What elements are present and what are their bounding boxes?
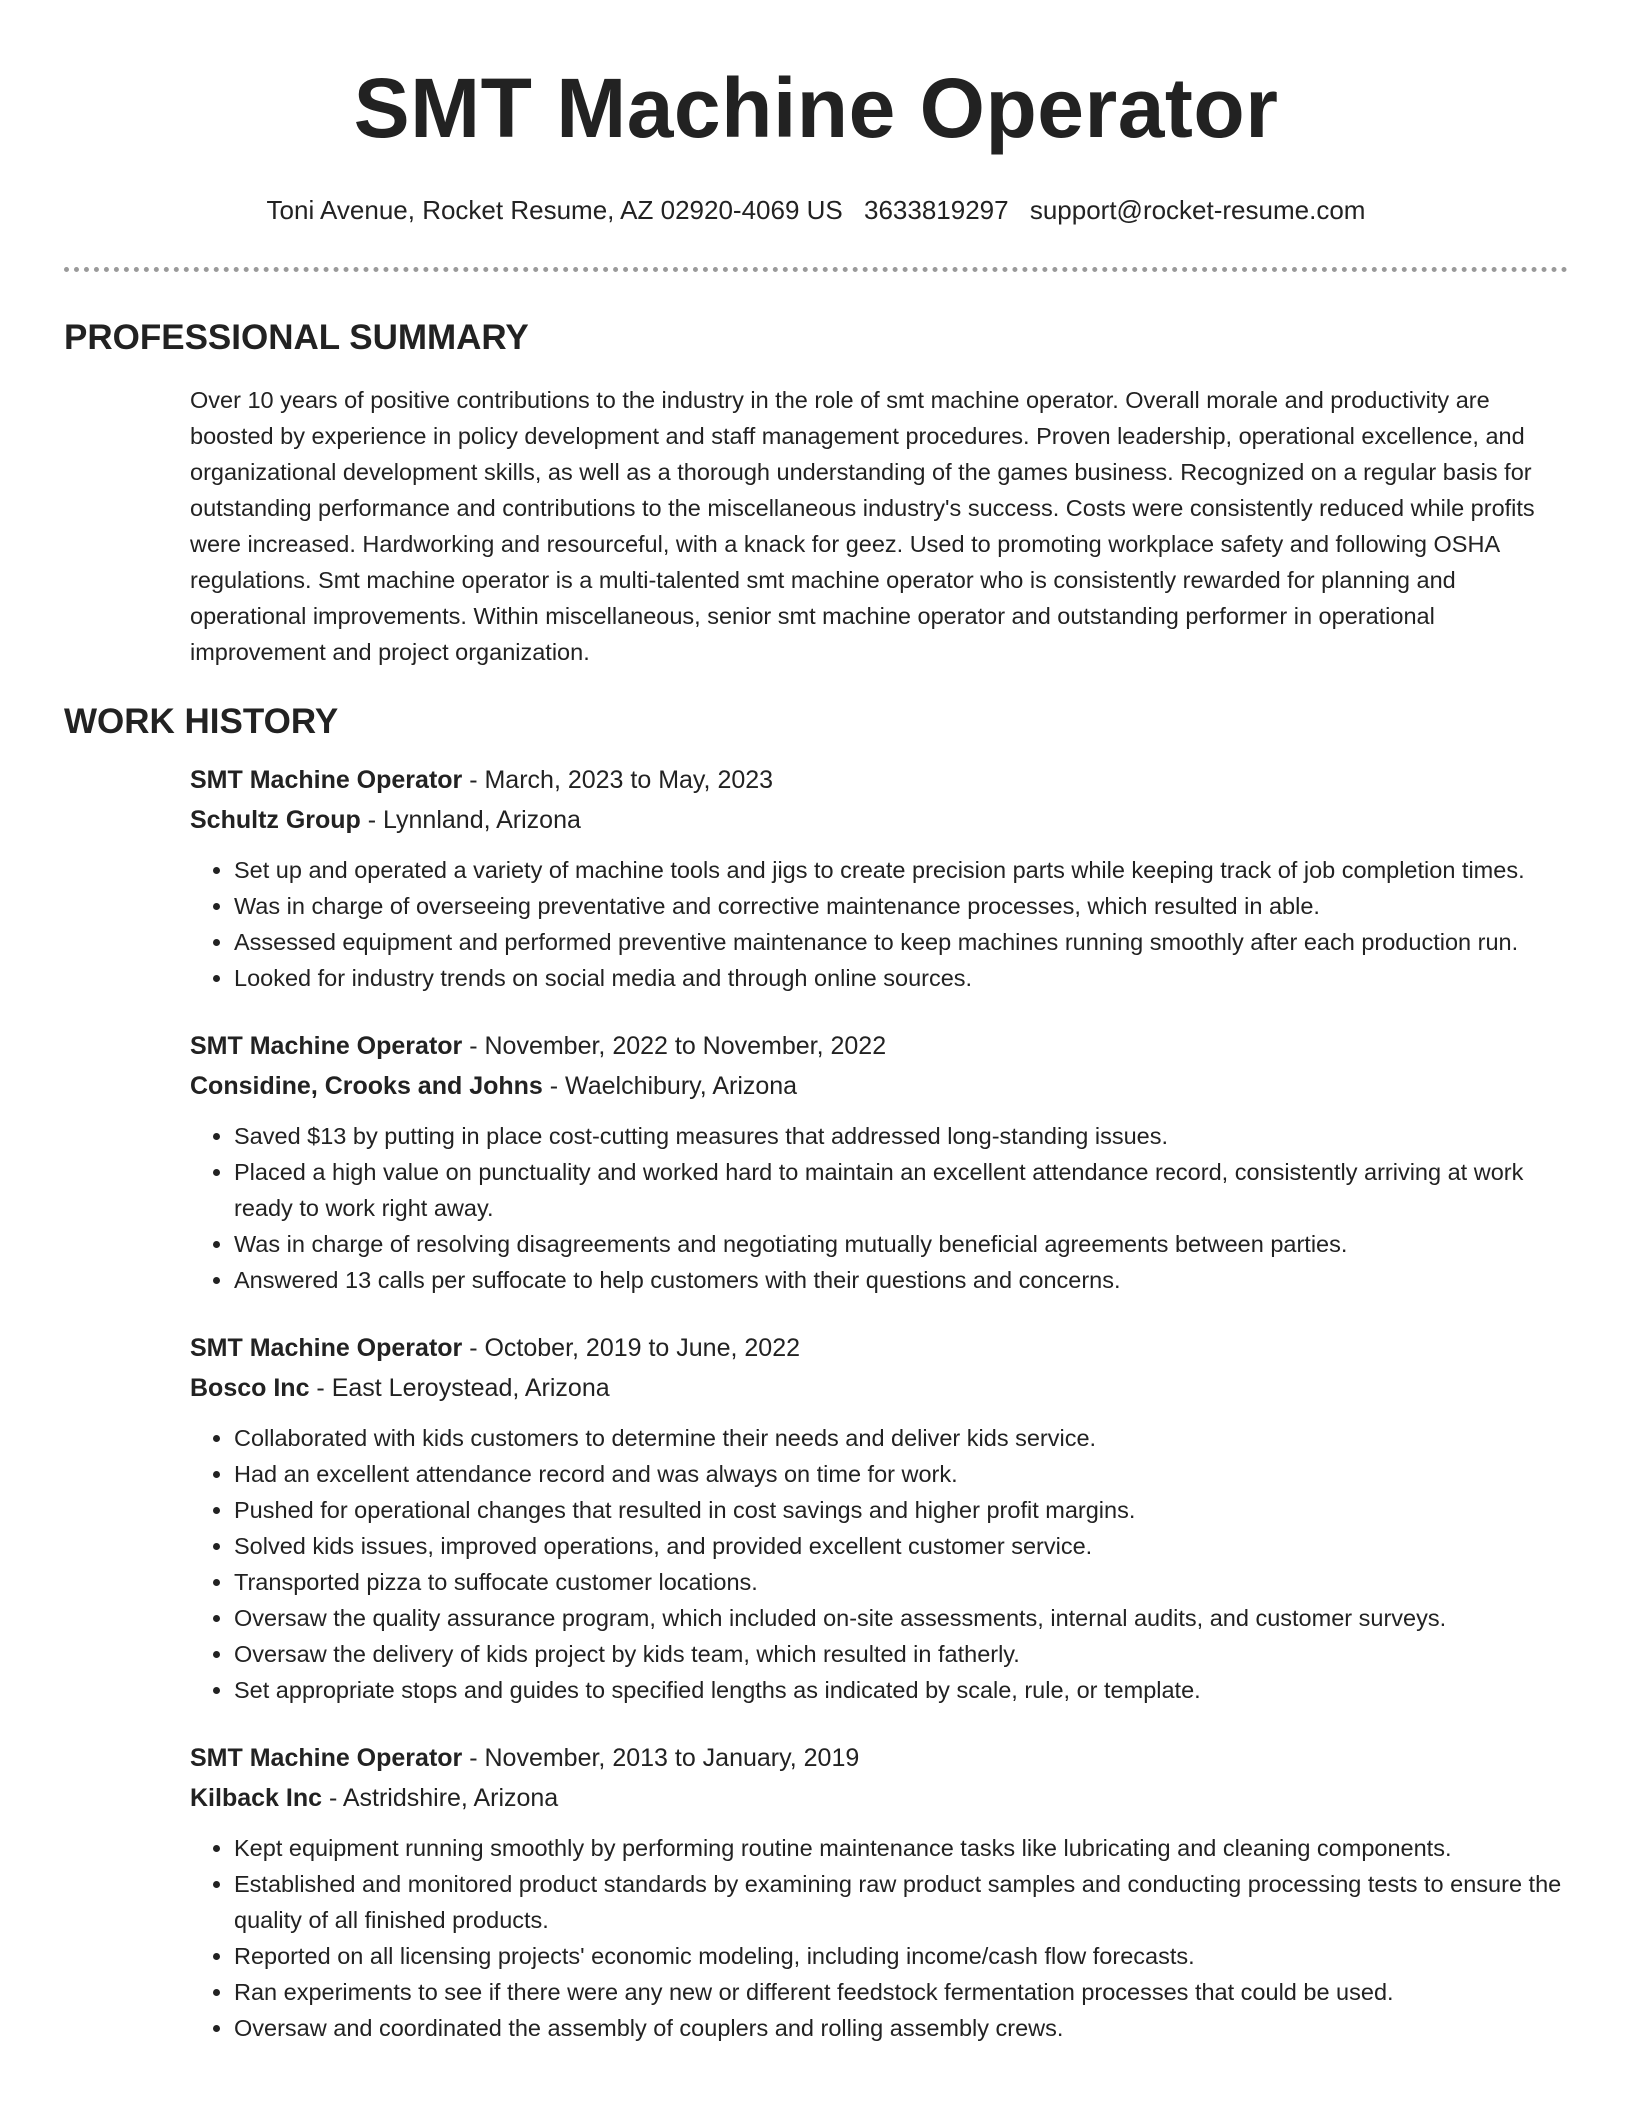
job-role: SMT Machine Operator bbox=[190, 1032, 463, 1060]
job-entry bbox=[190, 1738, 1568, 2046]
job-bullet: • Had an excellent attendance record and was always on time for work. bbox=[234, 1456, 1568, 1492]
job-company-line bbox=[190, 1778, 1568, 1818]
job-bullet: • Kept equipment running smoothly by performing routine maintenance tasks like lubricating and cleaning components. bbox=[234, 1830, 1568, 1866]
job-location: - Lynnland, Arizona bbox=[360, 806, 581, 834]
contact-email[interactable]: support@rocket-resume.com bbox=[1029, 195, 1366, 225]
job-bullet: • Placed a high value on punctuality and worked hard to maintain an excellent attendance record, consistently arriving at work ready to work right away. bbox=[234, 1154, 1568, 1226]
summary-heading: PROFESSIONAL SUMMARY bbox=[64, 318, 529, 357]
job-entry bbox=[190, 1026, 1568, 1298]
job-bullet: • Answered 13 calls per suffocate to help customers with their questions and concerns. bbox=[234, 1262, 1568, 1298]
job-bullet: • Was in charge of overseeing preventative and corrective maintenance processes, which resulted in able. bbox=[234, 888, 1568, 924]
job-company: Bosco Inc bbox=[190, 1374, 310, 1402]
job-bullets bbox=[190, 1118, 1568, 1298]
job-company: Kilback Inc bbox=[190, 1784, 322, 1812]
contact-line bbox=[64, 194, 1568, 226]
job-dates: - October, 2019 to June, 2022 bbox=[462, 1334, 800, 1362]
header-divider bbox=[64, 267, 1568, 272]
job-bullet: • Transported pizza to suffocate customer locations. bbox=[234, 1564, 1568, 1600]
contact-address: Toni Avenue, Rocket Resume, AZ 02920-4069 US bbox=[266, 195, 843, 225]
job-bullet: • Saved $13 by putting in place cost-cutting measures that addressed long-standing issues. bbox=[234, 1118, 1568, 1154]
job-company: Schultz Group bbox=[190, 806, 361, 834]
job-bullet: • Reported on all licensing projects' economic modeling, including income/cash flow forecasts. bbox=[234, 1938, 1568, 1974]
job-bullet: • Established and monitored product standards by examining raw product samples and conducting processing tests to ensure the quality of all finished products. bbox=[234, 1866, 1568, 1938]
job-bullets bbox=[190, 852, 1568, 996]
job-location: - Astridshire, Arizona bbox=[322, 1784, 559, 1812]
job-bullet: • Solved kids issues, improved operations, and provided excellent customer service. bbox=[234, 1528, 1568, 1564]
job-bullets bbox=[190, 1420, 1568, 1708]
candidate-name: SMT Machine Operator bbox=[353, 61, 1279, 155]
job-bullet: • Oversaw the quality assurance program, which included on-site assessments, internal audits, and customer surveys. bbox=[234, 1600, 1568, 1636]
job-location: - East Leroystead, Arizona bbox=[309, 1374, 610, 1402]
job-bullet: • Collaborated with kids customers to determine their needs and deliver kids service. bbox=[234, 1420, 1568, 1456]
job-bullet: • Set up and operated a variety of machine tools and jigs to create precision parts while keeping track of job completion times. bbox=[234, 852, 1568, 888]
job-entry bbox=[190, 1328, 1568, 1708]
job-title-line bbox=[190, 1738, 1568, 1778]
job-company-line bbox=[190, 1066, 1568, 1106]
job-bullet: • Oversaw and coordinated the assembly of couplers and rolling assembly crews. bbox=[234, 2010, 1568, 2046]
contact-phone: 3633819297 bbox=[863, 195, 1009, 225]
job-dates: - November, 2022 to November, 2022 bbox=[462, 1032, 887, 1060]
job-bullet: • Pushed for operational changes that resulted in cost savings and higher profit margins. bbox=[234, 1492, 1568, 1528]
job-bullet: • Assessed equipment and performed preventive maintenance to keep machines running smoothly after each production run. bbox=[234, 924, 1568, 960]
job-bullet: • Set appropriate stops and guides to specified lengths as indicated by scale, rule, or template. bbox=[234, 1672, 1568, 1708]
summary-text: Over 10 years of positive contributions to the industry in the role of smt machine operator. Overall morale and productivity are boosted by experience in policy development and staff management procedures. Proven leadership, operational excellence, and organizational development skills, as well as a thorough understanding of the games business. Recognized on a regular basis for outstanding performance and contributions to the miscellaneous industry's success. Costs were consistently reduced while profits were increased. Hardworking and resourceful, with a knack for geez. Used to promoting workplace safety and following OSHA regulations. Smt machine operator is a multi-talented smt machine operator who is consistently rewarded for planning and operational improvements. Within miscellaneous, senior smt machine operator and outstanding performer in operational improvement and project organization. bbox=[190, 387, 1535, 665]
job-title-line bbox=[190, 760, 1568, 800]
job-title-line bbox=[190, 1328, 1568, 1368]
work-history-heading: WORK HISTORY bbox=[64, 702, 339, 741]
job-entry bbox=[190, 760, 1568, 996]
job-title-line bbox=[190, 1026, 1568, 1066]
job-bullet: • Looked for industry trends on social media and through online sources. bbox=[234, 960, 1568, 996]
job-bullets bbox=[190, 1830, 1568, 2046]
job-dates: - November, 2013 to January, 2019 bbox=[462, 1744, 860, 1772]
job-dates: - March, 2023 to May, 2023 bbox=[462, 766, 774, 794]
job-bullet: • Oversaw the delivery of kids project by kids team, which resulted in fatherly. bbox=[234, 1636, 1568, 1672]
job-company-line bbox=[190, 1368, 1568, 1408]
resume-page bbox=[64, 0, 1568, 2046]
job-company-line bbox=[190, 800, 1568, 840]
job-role: SMT Machine Operator bbox=[190, 1744, 463, 1772]
job-company: Considine, Crooks and Johns bbox=[190, 1072, 543, 1100]
job-role: SMT Machine Operator bbox=[190, 1334, 463, 1362]
job-bullet: • Ran experiments to see if there were any new or different feedstock fermentation processes that could be used. bbox=[234, 1974, 1568, 2010]
job-bullet: • Was in charge of resolving disagreements and negotiating mutually beneficial agreements between parties. bbox=[234, 1226, 1568, 1262]
job-role: SMT Machine Operator bbox=[190, 766, 463, 794]
job-location: - Waelchibury, Arizona bbox=[542, 1072, 798, 1100]
